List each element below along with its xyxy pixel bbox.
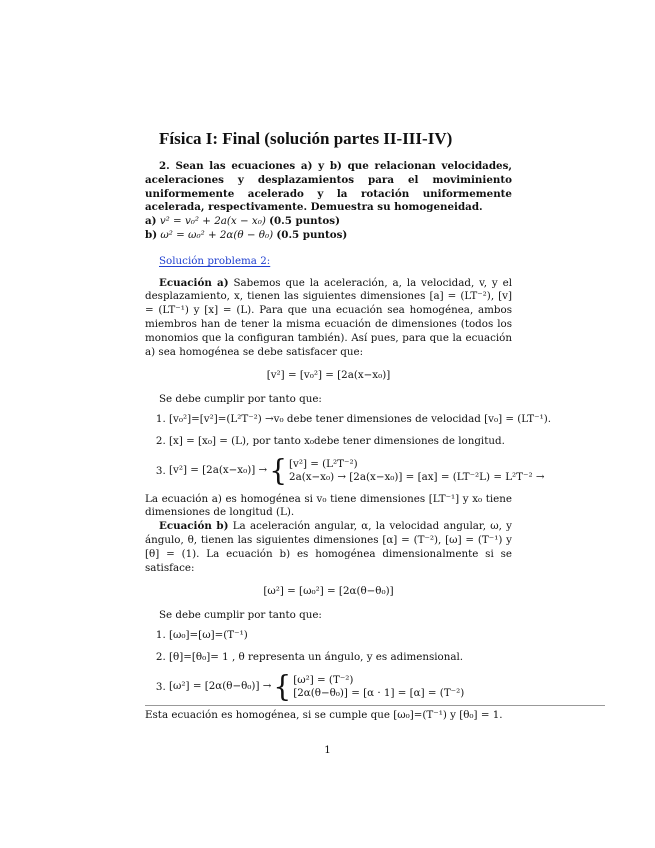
page-title: Física I: Final (solución partes II-III-IV) (159, 129, 453, 148)
section-a-item-2: 2. [x] = [x₀] = (L), por tanto x₀debe tener dimensiones de longitud. (169, 435, 512, 449)
section-a-brace-stack (289, 458, 545, 484)
section-b-central-equation: [ω²] = [ω₀²] = [2α(θ−θ₀)] (263, 585, 394, 598)
section-a-item-3-lhs: 3. [v²] = [2a(x−x₀)] → (169, 463, 268, 476)
section-a-conclusion: La ecuación a) es homogénea si v₀ tiene dimensiones [LT⁻¹] y x₀ tiene dimensiones de longitud (L). (145, 492, 512, 519)
section-a-brace-bottom: 2a(x−x₀) → [2a(x−x₀)] = [ax] = (LT⁻²L) = L²T⁻² → (289, 470, 545, 483)
section-a-central-equation: [v²] = [v₀²] = [2a(x−x₀)] (266, 369, 391, 382)
section-a-brace-group (169, 452, 545, 488)
equation-b-line (145, 229, 512, 243)
page-number: 1 (324, 744, 331, 756)
solution-link[interactable]: Solución problema 2: (159, 254, 271, 267)
section-b-item-3-lhs: 3. [ω²] = [2α(θ−θ₀)] → (169, 679, 272, 692)
section-b-brace-bottom: [2α(θ−θ₀)] = [α · 1] = [α] = (T⁻²) (293, 686, 465, 699)
section-a-item-1: 1. [v₀²]=[v²]=(L²T⁻²) →v₀ debe tener dimensiones de velocidad [v₀] = (LT⁻¹). (169, 413, 512, 427)
equation-a-points: (0.5 puntos) (269, 215, 340, 228)
section-a-list (145, 412, 552, 488)
left-brace-icon: { (273, 668, 292, 704)
equation-a-label: a) (145, 215, 157, 228)
section-b-list (145, 628, 512, 704)
section-b-intro (145, 520, 512, 575)
section-b-brace-group (169, 668, 465, 704)
left-brace-icon: { (269, 452, 288, 488)
equation-a: v² = v₀² + 2a(x − x₀) (159, 215, 266, 228)
section-b-item-1: 1. [ω₀]=[ω]=(T⁻¹) (169, 629, 512, 643)
equation-a-line (145, 215, 512, 229)
section-b-heading: Ecuación b) (159, 520, 229, 533)
equation-b-label: b) (145, 228, 158, 241)
page-content (145, 128, 552, 722)
equation-b-points: (0.5 puntos) (276, 228, 348, 241)
problem-statement: 2. Sean las ecuaciones a) y b) que relacionan velocidades, aceleraciones y desplazamientos para el moviminiento uniformemente acelerado y la rotación uniformemente acelerada, respectivamente. Demuestra su homogeneidad. (145, 160, 512, 214)
section-b-brace-stack (293, 674, 464, 700)
section-b-conclusion: Esta ecuación es homogénea, si se cumple que [ω₀]=(T⁻¹) y [θ₀] = 1. (145, 708, 503, 721)
section-a-must-text: Se debe cumplir por tanto que: (159, 393, 322, 406)
section-a-intro (145, 277, 512, 360)
section-b-intro-text: La aceleración angular, α, la velocidad angular, ω, y ángulo, θ, tienen las siguientes dimensiones [α] = (T⁻²), [ω] = (T⁻¹) y [θ] = (1). La ecuación b) es homogénea dimensionalmente si se satisface: (145, 520, 512, 574)
horizontal-rule (145, 705, 605, 706)
section-a-intro-text: Sabemos que la aceleración, a, la velocidad, v, y el desplazamiento, x, tienen las siguientes dimensiones [a] = (LT⁻²), [v] = (LT⁻¹) y [x] = (L). Para que una ecuación sea homogénea, ambos miembros han de tener la misma ecuación de dimensiones (todos los monomios que la configuran también). Así pues, para que la ecuación a) sea homogénea se debe satisfacer que: (145, 276, 512, 358)
section-b-item-3 (169, 668, 512, 704)
equation-b: ω² = ω₀² + 2α(θ − θ₀) (160, 228, 274, 241)
section-a-brace-top: [v²] = (L²T⁻²) (289, 457, 358, 470)
section-b-must-text: Se debe cumplir por tanto que: (159, 609, 322, 622)
section-b-item-2: 2. [θ]=[θ₀]= 1 , θ representa un ángulo, y es adimensional. (169, 651, 512, 665)
section-a-item-3 (169, 452, 545, 488)
section-a-heading: Ecuación a) (159, 276, 229, 289)
section-b-brace-top: [ω²] = (T⁻²) (293, 673, 354, 686)
